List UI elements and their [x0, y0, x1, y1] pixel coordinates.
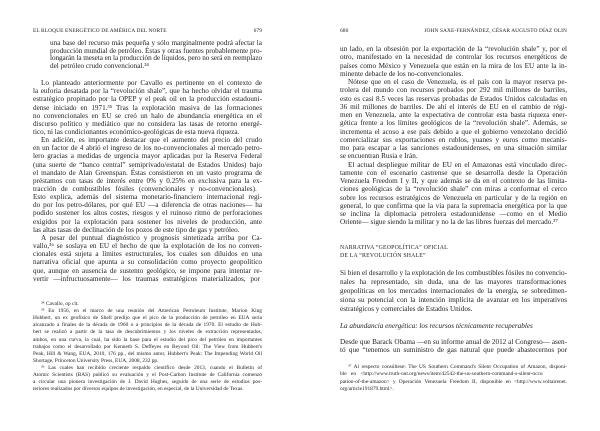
section-heading-line-2: DE LA “REVOLUCIÓN SHALE” — [340, 253, 426, 259]
body-line: exigidos por la explotación para sostener los niveles de producción, ante — [33, 217, 262, 226]
body-line: la euforia desatada por la “revolución shale”, que ha hecho olvidar el trauma — [33, 87, 262, 96]
body-line: Oriente— sigue siendo la militar y no la de las libres fuerzas del mercado.³⁷ — [340, 218, 558, 227]
body-line: se inclina la diplomacia petrolera estadounidense —como en el Medio — [340, 210, 567, 218]
footnote-line: ³⁷ Al respecto consúltese: The US Southern Command's Silent Occupation of Amazon, disponi- — [348, 364, 567, 370]
body-line: podido sostener los altos costes, riesgos y el ruinoso ritmo de perforaciones — [33, 209, 263, 218]
body-line: gética frente a los límites geológicos de la “revolución shale”. Además, se — [340, 119, 567, 128]
body-line: sobre los recursos estratégicos de Venezuela en particular y de la región en — [340, 193, 568, 202]
body-line: un lado, en la obsesión por la exportación de la “revolución shale” y, por el — [340, 45, 567, 53]
body-line: vallo,³⁶ se soslaya en EU el hecho de que la explotación de los no conven- — [33, 242, 262, 250]
body-line: estratégico propinado por la OPEP y el peak oil en la producción estadouni- — [33, 95, 262, 104]
body-line: A pesar del puntual diagnóstico y prognosis sintetizada arriba por Ca- — [41, 233, 262, 242]
body-line: Venezuela Freedom I y II, y que además se da en el contexto de las limita- — [340, 177, 568, 185]
footnote-line: Shortage, Princeton University Press, EUA, 2008, 232 pp. — [33, 357, 159, 364]
section-heading-line-1: NARRATIVA “GEOPOLÍTICA” OFICIAL — [340, 245, 448, 251]
body-line: (una suerte de “banco central” semiprivado/estatal de Estados Unidos) bajo — [33, 160, 263, 169]
footnote-line: ble en <http://www.truth-out.org/news/item/42542-the-us-southern-command-s-silent-occu — [340, 371, 543, 378]
footnote-line: a circular una pionera investigación de J. David Hughes, seguido de una serie de estudios pos- — [33, 379, 262, 386]
body-line: men en Venezuela, ante la expectativa de controlar esta basta riqueza ener- — [340, 111, 567, 119]
footnote-line: teriores realizados por diversos equipos de investigación, en especial, de la Universidad de Texas. — [33, 386, 244, 393]
footnote-line: alcanzado a finales de la década de 1960 o a principios de la década de 1970. El estudio de Hub- — [33, 322, 262, 329]
body-line: siona su potencial con la intención implícita de avanzar en los imperativos — [340, 295, 567, 304]
body-line: otro, manifestado en la necesidad de controlar los recursos energéticos de — [340, 53, 567, 62]
body-line: trolera del mundo con recursos probados por 292 mil millones de barriles, — [340, 86, 568, 95]
left-running-head: EL BLOQUE ENERGÉTICO DE AMÉRICA DEL NORTE — [33, 28, 167, 34]
footnote-line: ³⁵ En 1956, en el marco de una reunión del American Petroleum Institute, Marion King — [41, 308, 262, 315]
footnote-line: Atomic Scientists (BAS) publicó su evaluación y el Post-Carbon Institute de California comenzó — [33, 372, 263, 378]
body-line: tamente con el escenario castrense que se desarrolla desde la Operación — [340, 168, 567, 177]
body-line: países como México y Venezuela que están en la mira de los EU ante la in- — [340, 61, 567, 70]
body-line: Esto explica, además del sistema monetario-financiero internacional regi- — [33, 193, 262, 202]
body-line: que, aunque en ausencia de sustento geológico, se impone para intentar re- — [33, 266, 262, 275]
block-quote-line: una base del recurso más pequeña y sólo marginalmente podrá afectar la — [50, 39, 262, 47]
left-page-number: 679 — [253, 28, 262, 34]
block-quote-line: del petróleo crudo convencional.³⁴ — [50, 61, 149, 70]
body-line: comercializar sus exportaciones en rublos, yuanes y euros como mecanis- — [340, 135, 567, 144]
right-running-head: JOHN SAXE-FERNÁNDEZ, CÉSAR AUGUSTO DÍAZ OLIN — [424, 28, 567, 34]
footnote-line: trabajos como el desarrollado por Kenneth S. Deffeyes en Beyond Oil: The View from Hubbert's — [33, 343, 262, 350]
footnote-line: org/article191879.html>. — [340, 385, 394, 392]
body-line: ciones geológicas de la “revolución shale” con miras a conformar el cerco — [340, 185, 567, 194]
body-line: se encuentran Rusia e Irán. — [340, 152, 418, 161]
body-line: general, lo que confirma que la vía para la supremacía energética por la que — [340, 201, 567, 210]
body-line: el mandato de Alan Greenspan. Éstas consistieron en un vasto programa de — [33, 168, 262, 177]
body-line: 36 mil millones de barriles. De ahí el interés de EU en el cambio de régi- — [340, 102, 567, 111]
footnote-line: pation-of-the-amazon> y Operación Venezuela Freedom II, disponible en <http://www.voltairenet. — [340, 378, 567, 385]
body-line: vertir —infructuosamente— los traumas estratégicos materializados, por — [33, 274, 260, 283]
subsection-heading: La abundancia energética: los recursos técnicamente recuperables — [340, 322, 533, 330]
body-line: las altas tasas de declinación de los pozos de este tipo de gas y petróleo. — [33, 225, 240, 234]
block-quote-line: longarán la meseta en la producción de líquidos, pero no será en reemplazo — [50, 54, 262, 62]
body-line: en un factor de 4 abrió el ingreso de los no-convencionales al mercado petro- — [33, 144, 262, 153]
body-line: cionales está sujeta a límites estructurales, los cuales son diluidos en una — [33, 250, 262, 259]
body-line: nales ha representado, sin duda, una de las mayores transformaciones — [340, 277, 567, 286]
body-line: Nótese que en el caso de Venezuela, es el país con la mayor reserva pe- — [348, 78, 567, 86]
body-line: tico, ni las condicionantes económico-geológicas de esta nueva riqueza. — [33, 127, 240, 136]
footnote-line: bert se realizó a partir de la tasa de descubrimientos y los niveles de extracción representados, — [33, 329, 262, 336]
body-line: El actual despliegue militar de EU en el Amazonas está vinculado direc- — [348, 160, 567, 169]
body-line: préstamos con tasas de interés entre 0% y 0.25% en exclusiva para la ex- — [33, 176, 262, 185]
footnote-line: ambos, en una curva, la cual, ha sido la base para el estudio del pico del petróleo en importantes — [33, 336, 262, 343]
body-line: esto es casi 8.5 veces las reservas probadas de Estados Unidos calculadas en — [340, 94, 567, 103]
right-page-number: 680 — [340, 28, 349, 34]
footnote-line: Hubbert, un ex geofísico de Shell predijo que el pico de la producción de petróleo en EUA sería — [33, 315, 262, 322]
body-line: tracción de combustibles fósiles (convencionales y no-convencionales). — [33, 185, 257, 193]
body-line: narrativa oficial que apunta a su consolidación como proyecto geopolítico — [33, 258, 262, 267]
body-line: Si bien el desarrollo y la explotación de los combustibles fósiles no convencio- — [340, 269, 567, 277]
body-line: geopolíticas en los mercados internacionales de la energía, se sobredimen- — [340, 286, 567, 295]
body-line: mo para escapar a las sanciones estadounidenses, en una situación similar — [340, 144, 567, 152]
body-line: discurso político y mediático que no considera las tasas de retorno energé- — [33, 119, 262, 128]
body-line: lero gracias a medidas de urgencia mayor aplicadas por la Reserva Federal — [33, 152, 262, 161]
body-line: no convencionales en EU se creó un halo de abundancia energética en el — [33, 111, 262, 120]
body-line: Lo planteado anteriormente por Cavallo es pertinente en el contexto de — [41, 79, 262, 87]
body-line: tó que “tenemos un suministro de gas natural que puede abastecernos por — [340, 346, 567, 355]
body-line: estratégicos y comerciales de Estados Unidos. — [340, 304, 473, 313]
body-line: En adición, es importante destacar que el aumento del precio del crudo — [41, 136, 262, 145]
footnote-line: Peak, Hill & Wang, EUA, 2010, 176 pp., del mismo autor, Hubbert's Peak: The Impending World Oil — [33, 350, 262, 357]
body-line: dense iniciado en 1971.³⁵ Tras la explotación masiva de las formaciones — [33, 103, 262, 112]
body-line: Desde que Barack Obama —en su informe anual de 2012 al Congreso— asen- — [340, 338, 568, 346]
footnote-line: ³⁴ Cavallo, op cit. — [41, 301, 79, 307]
body-line: minente debacle de los no-convencionales. — [340, 69, 464, 78]
body-line: do por los petro-dólares, por qué EU —a diferencia de otras naciones— ha — [33, 201, 263, 210]
block-quote-line: producción mundial de petróleo. Éstas y otras fuentes probablemente pro- — [50, 46, 262, 55]
footnote-line: ³⁶ Las cuales han recibido creciente respaldo científico desde 2013, cuando el Bulletin of — [41, 364, 262, 371]
body-line: incrementa el acoso a ese país debido a que el gobierno venezolano decidió — [340, 127, 567, 136]
